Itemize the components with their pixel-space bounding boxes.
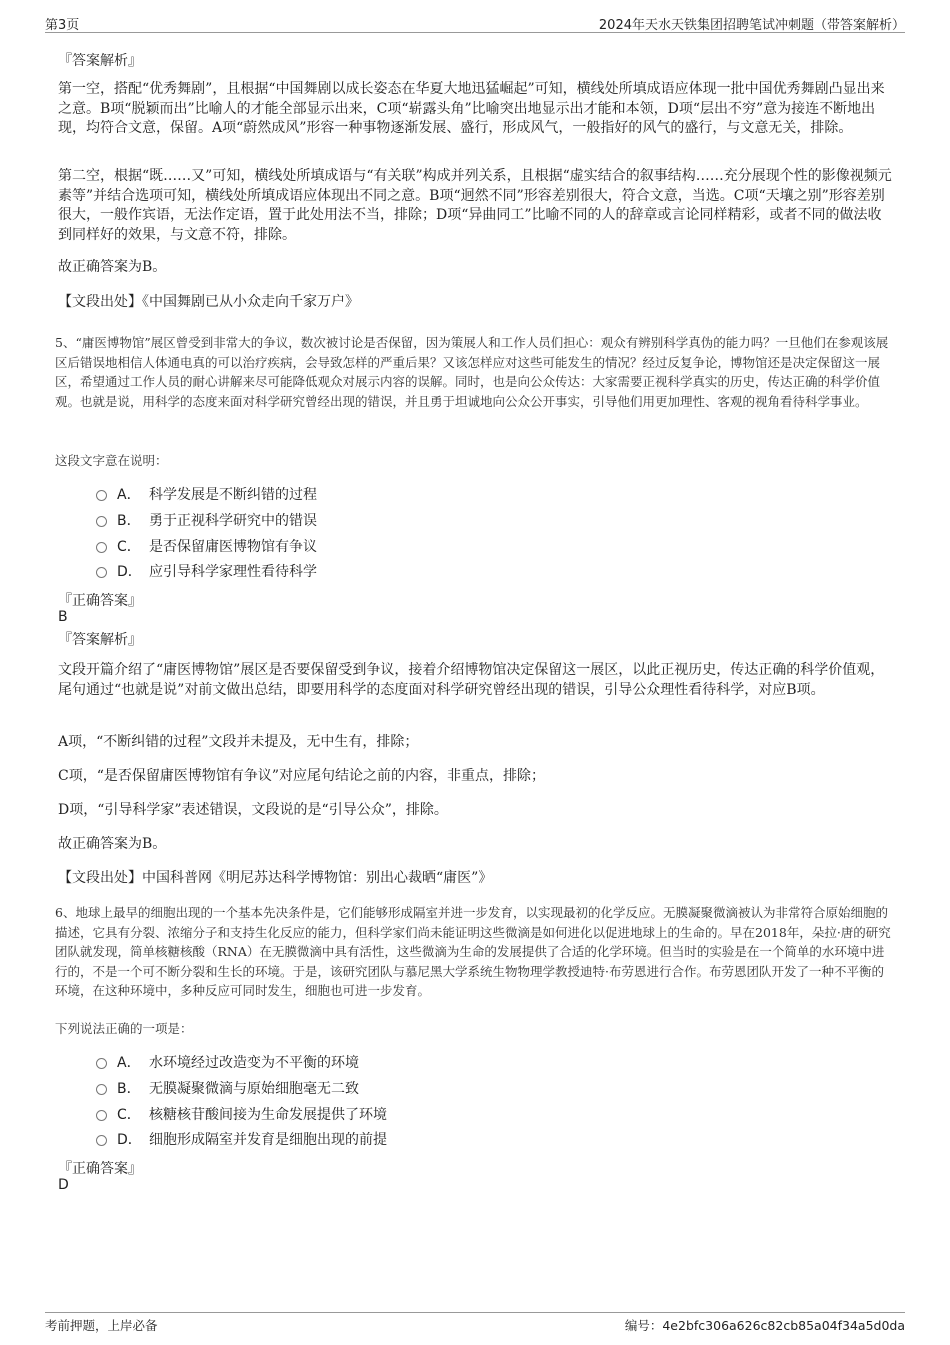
analysis-label: 『答案解析』 <box>58 632 142 648</box>
document-id: 编号：4e2bfc306a626c82cb85a04f34a5d0da <box>624 1318 905 1333</box>
correct-answer-label: 『正确答案』 <box>58 593 142 609</box>
conclusion: 故正确答案为B。 <box>58 259 167 275</box>
option-d[interactable] <box>96 561 317 581</box>
radio-icon[interactable] <box>96 542 107 553</box>
analysis-paragraph: 第二空，根据“既……又”可知，横线处所填成语与“有关联”构成并列关系，且根据“虚实结合的叙事结构……充分展现个性的影像视频元素等”并结合选项可知，横线处所填成语应体现出不同之意。B项“迥然不同”形容差别很大，符合文意，当选。C项“天壤之别”形容差别很大，一般作宾语，无法作定语，置于此处用法不当，排除；D项“异曲同工”比喻不同的人的辞章或言论同样精彩，或者不同的做法收到同样好的效果，与文意不符，排除。 <box>58 168 892 243</box>
option-letter: C． <box>117 539 141 555</box>
question-text: 5、“庸医博物馆”展区曾受到非常大的争议，数次被讨论是否保留，因为策展人和工作人员们担心：观众有辨别科学真伪的能力吗？一旦他们在参观该展区后错误地相信人体通电真的可以治疗疾病，会导致怎样的严重后果？又该怎样应对这些可能发生的情况？经过反复争论，博物馆还是决定保留这一展区，希望通过工作人员的耐心讲解来尽可能降低观众对展示内容的误解。同时，也是向公众传达：大家需要正视科学真实的历史，传达正确的科学价值观。也就是说，用科学的态度来面对科学研究曾经出现的错误，并且勇于坦诚地向公众公开事实，引导他们用更加理性、客观的视角看待科学事业。 <box>55 335 889 409</box>
option-letter: D． <box>117 1132 142 1148</box>
radio-icon[interactable] <box>96 1135 107 1146</box>
radio-icon[interactable] <box>96 1110 107 1121</box>
analysis-paragraph: 文段开篇介绍了“庸医博物馆”展区是否要保留受到争议，接着介绍博物馆决定保留这一展区，以此正视历史，传达正确的科学价值观，尾句通过“也就是说”对前文做出总结，即要用科学的态度面对科学研究曾经出现的错误，引导公众理性看待科学，对应B项。 <box>58 662 885 698</box>
option-a[interactable] <box>96 484 317 504</box>
correct-answer: B <box>58 609 68 625</box>
option-text: 应引导科学家理性看待科学 <box>149 564 317 580</box>
option-text: 细胞形成隔室并发育是细胞出现的前提 <box>149 1132 387 1148</box>
radio-icon[interactable] <box>96 1084 107 1095</box>
option-letter: C． <box>117 1107 141 1123</box>
option-b[interactable] <box>96 1078 359 1098</box>
source-citation: 【文段出处】《中国舞剧已从小众走向千家万户》 <box>58 294 359 310</box>
correct-answer-label: 『正确答案』 <box>58 1161 142 1177</box>
option-d[interactable] <box>96 1129 387 1149</box>
question-text: 6、地球上最早的细胞出现的一个基本先决条件是，它们能够形成隔室并进一步发育，以实现最初的化学反应。无膜凝聚微滴被认为非常符合原始细胞的描述，它具有分裂、浓缩分子和支持生化反应的能力，但科学家们尚未能证明这些微滴是如何进化以促进地球上的生命的。早在2018年，朵拉·唐的研究团队就发现，简单核糖核酸（RNA）在无膜微滴中具有活性，这些微滴为生命的发展提供了合适的化学环境。但当时的实验是在一个简单的水环境中进行的，不是一个可不断分裂和生长的环境。于是，该研究团队与慕尼黑大学系统生物物理学教授迪特·布劳恩进行合作。布劳恩团队开发了一种不平衡的环境，在这种环境中，多种反应可同时发生，细胞也可进一步发育。 <box>55 905 891 998</box>
analysis-line-a: A项，“不断纠错的过程”文段并未提及，无中生有，排除； <box>58 734 419 750</box>
option-text: 无膜凝聚微滴与原始细胞毫无二致 <box>149 1081 359 1097</box>
question-prompt: 这段文字意在说明： <box>55 453 168 468</box>
option-text: 是否保留庸医博物馆有争议 <box>149 539 317 555</box>
page-number: 第3页 <box>45 18 80 33</box>
option-letter: A． <box>117 1055 141 1071</box>
option-letter: A． <box>117 487 141 503</box>
analysis-line-d: D项，“引导科学家”表述错误，文段说的是“引导公众”，排除。 <box>58 802 448 818</box>
option-b[interactable] <box>96 510 317 530</box>
option-text: 科学发展是不断纠错的过程 <box>149 487 317 503</box>
footer-slogan: 考前押题，上岸必备 <box>45 1318 158 1333</box>
radio-icon[interactable] <box>96 1058 107 1069</box>
option-text: 勇于正视科学研究中的错误 <box>149 513 317 529</box>
option-letter: B． <box>117 1081 141 1097</box>
analysis-label: 『答案解析』 <box>58 53 142 69</box>
analysis-paragraph: 第一空，搭配“优秀舞剧”，且根据“中国舞剧以成长姿态在华夏大地迅猛崛起”可知，横线处所填成语应体现一批中国优秀舞剧凸显出来之意。B项“脱颖而出”比喻人的才能全部显示出来，C项“崭露头角”比喻突出地显示出才能和本领，D项“层出不穷”意为接连不断地出现，均符合文意，保留。A项“蔚然成风”形容一种事物逐渐发展、盛行，形成风气，一般指好的风气的盛行，与文意无关，排除。 <box>58 81 885 136</box>
option-text: 核糖核苷酸间接为生命发展提供了环境 <box>149 1107 387 1123</box>
radio-icon[interactable] <box>96 516 107 527</box>
radio-icon[interactable] <box>96 567 107 578</box>
document-title: 2024年天水天铁集团招聘笔试冲刺题（带答案解析） <box>598 18 905 33</box>
option-letter: D． <box>117 564 142 580</box>
option-text: 水环境经过改造变为不平衡的环境 <box>149 1055 359 1071</box>
source-citation: 【文段出处】中国科普网《明尼苏达科学博物馆：别出心裁晒“庸医”》 <box>58 870 493 886</box>
option-c[interactable] <box>96 1104 387 1124</box>
radio-icon[interactable] <box>96 490 107 501</box>
page-header <box>45 12 905 33</box>
page-footer <box>45 1312 905 1335</box>
option-a[interactable] <box>96 1052 359 1072</box>
question-prompt: 下列说法正确的一项是： <box>55 1021 193 1036</box>
conclusion: 故正确答案为B。 <box>58 836 167 852</box>
option-letter: B． <box>117 513 141 529</box>
analysis-line-c: C项，“是否保留庸医博物馆有争议”对应尾句结论之前的内容，非重点，排除； <box>58 768 546 784</box>
option-c[interactable] <box>96 536 317 556</box>
correct-answer: D <box>58 1177 69 1193</box>
